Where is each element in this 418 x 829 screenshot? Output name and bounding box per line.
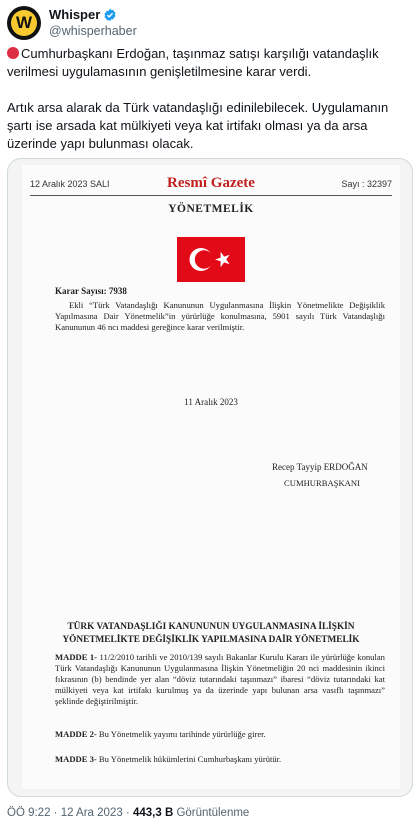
footer-separator-2: ·: [122, 807, 133, 819]
tweet-paragraph-2: Artık arsa alarak da Türk vatandaşlığı edinilebilecek. Uygulamanın şartı ise arsada kat mülkiyeti veya kat irtifakı olması ya da arsa üzerinde yapı bulunması olacak.: [7, 100, 389, 151]
signatory-name: Recep Tayyip ERDOĞAN: [272, 462, 368, 472]
article-1-text: 11/2/2010 tarihli ve 2010/139 sayılı Bakanlar Kurulu Kararı ile yürürlüğe konulan Türk Vatandaşlığı Kanununun Uygulanmasına İlişkin Yönetmeliğin 20 nci maddesinin ikinci fıkrasının (b) bendinde yer alan “döviz tutarındaki taşınmazı” ibaresi “döviz tutarındaki kat mülkiyeti veya kat irtifakı kurulmuş ya da üzerinde yapı bulunan arsa vasıflı taşınmazı” şeklinde değiştirilmiştir.: [55, 652, 385, 706]
gazette-title: Resmî Gazete: [167, 175, 255, 191]
avatar[interactable]: [7, 6, 41, 40]
footer-separator: ·: [50, 807, 61, 819]
red-circle-icon: [7, 47, 19, 59]
author-display-name-row[interactable]: [49, 6, 137, 23]
gazette-masthead: [30, 175, 392, 195]
author-names: [49, 6, 137, 39]
views-count[interactable]: 443,3 B: [132, 807, 174, 819]
signatory-title: CUMHURBAŞKANI: [284, 478, 360, 488]
regulation-title-line-2: YÖNETMELİKTE DEĞİŞİKLİK YAPILMASINA DAİR YÖNETMELİK: [62, 635, 360, 645]
article-1: [55, 652, 385, 707]
regulation-title: [22, 621, 400, 647]
masthead-divider: [30, 195, 392, 196]
tweet-time[interactable]: ÖÖ 9:22: [7, 807, 51, 819]
turkish-flag-icon: [177, 237, 245, 282]
article-1-label: MADDE 1-: [55, 652, 98, 662]
signed-date: 11 Aralık 2023: [184, 397, 238, 407]
author-display-name[interactable]: Whisper: [49, 7, 101, 22]
article-3-label: MADDE 3-: [55, 754, 97, 764]
author-handle[interactable]: @whisperhaber: [49, 24, 137, 38]
article-2: [55, 729, 385, 740]
avatar-logo: W: [11, 10, 37, 36]
document-heading: YÖNETMELİK: [168, 203, 254, 215]
views-label: Görüntülenme: [173, 807, 250, 819]
article-3-text: Bu Yönetmelik hükümlerini Cumhurbaşkanı yürütür.: [96, 754, 282, 764]
tweet-text: [7, 45, 413, 171]
article-2-text: Bu Yönetmelik yayımı tarihinde yürürlüğe girer.: [96, 729, 266, 739]
tweet-paragraph-1: Cumhurbaşkanı Erdoğan, taşınmaz satışı karşılığı vatandaşlık verilmesi uygulamasının genişletilmesine karar verdi.: [7, 46, 379, 79]
decision-number: Karar Sayısı: 7938: [55, 286, 127, 296]
gazette-issue-number: Sayı : 32397: [341, 179, 392, 189]
decision-preamble: Ekli “Türk Vatandaşlığı Kanununun Uygulanmasına İlişkin Yönetmelikte Değişiklik Yapılmasına Dair Yönetmelik”in yürürlüğe konulmasına, 5901 sayılı Türk Vatandaşlığı Kanununun 46 ncı maddesi gereğince karar verilmiştir.: [55, 300, 385, 332]
tweet-paragraph: [7, 45, 413, 81]
regulation-title-line-1: TÜRK VATANDAŞLIĞI KANUNUNUN UYGULANMASINA İLİŞKİN: [67, 622, 355, 632]
tweet-footer: [7, 807, 249, 819]
article-2-label: MADDE 2-: [55, 729, 97, 739]
article-3: [55, 754, 385, 765]
gazette-date: 12 Aralık 2023 SALI: [30, 179, 110, 189]
tweet-media-image[interactable]: [7, 158, 413, 797]
tweet-date[interactable]: 12 Ara 2023: [60, 807, 123, 819]
tweet-header: [7, 6, 411, 40]
resmi-gazete-document: [22, 165, 400, 789]
verified-badge-icon: [103, 8, 117, 22]
